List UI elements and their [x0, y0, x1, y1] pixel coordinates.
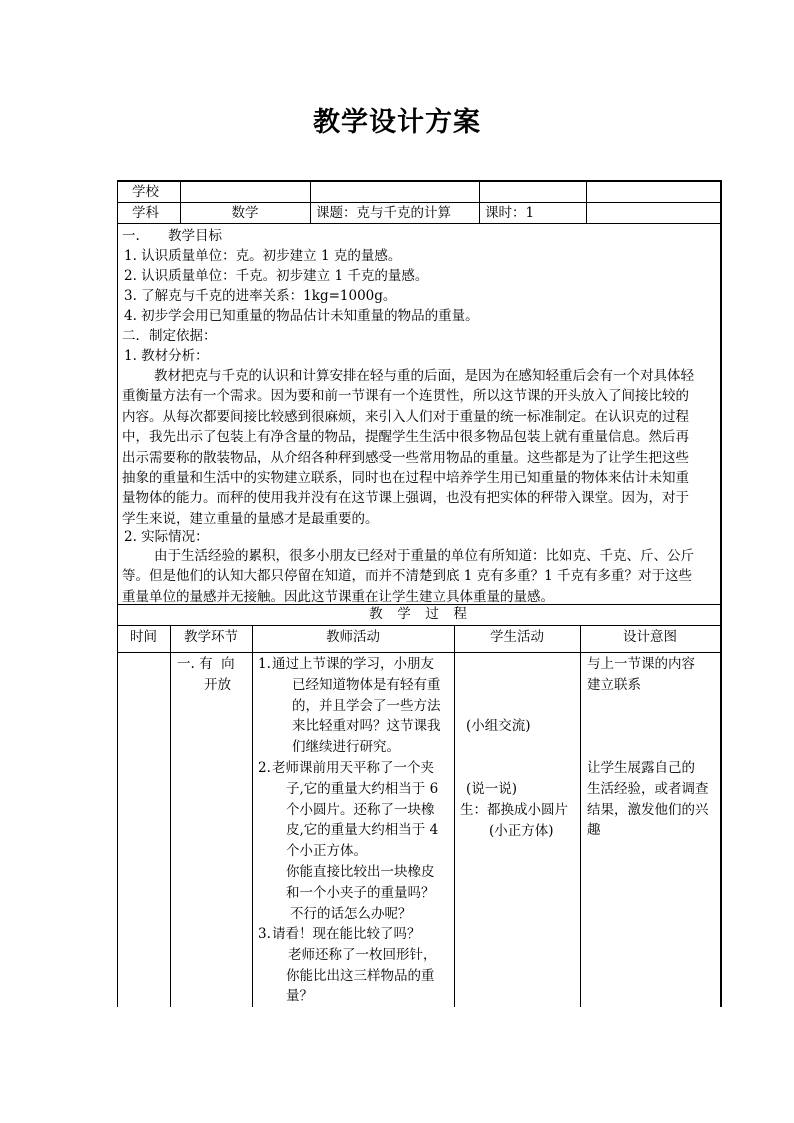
- student-activity-answer: 生：都换成小圆片: [460, 802, 568, 818]
- process-heading: 教 学 过 程: [369, 606, 469, 622]
- situation-paragraph: 由于生活经验的累积，很多小朋友已经对于重量的单位有所知道：比如克、千克、斤、公斤 等。但是他们的认知大都只停留在知道，而并不清楚到底 1 克有多重？1 千克有多重？对于这些 重量单位的量感并无接触。因此这节课重在让学生建立具体重量的量感。: [122, 548, 694, 605]
- design-intent-1: 与上一节课的内容 建立联系: [587, 656, 695, 693]
- objectives-number: 一.: [122, 228, 140, 244]
- item-number: 2.: [258, 760, 271, 776]
- objective-item: 4. 初步学会用已知重量的物品估计未知重量的物品的重量。: [124, 308, 479, 324]
- column-header-stage: 教学环节: [184, 629, 238, 645]
- lesson-topic: 课题：克与千克的计算: [316, 205, 451, 221]
- page-title: 教学设计方案: [313, 107, 481, 138]
- school-label: 学校: [132, 184, 159, 200]
- objective-item: 2. 认识质量单位：千克。初步建立 1 千克的量感。: [124, 268, 429, 284]
- stage-cell: 一. 有 向 开放: [177, 656, 235, 693]
- analysis-paragraph: 教材把克与千克的认识和计算安排在轻与重的后面，是因为在感知轻重后会有一个对具体轻 重衡量方法有一个需求。因为要和前一节课有一个连贯性，所以这节课的开头放入了间接比较的 内容。从每次都要间接比较感到很麻烦，来引入人们对于重量的统一标准制定。在认识克的过程 中，我先出示了包装上有净含量的物品，提醒学生生活中很多物品包装上就有重量信息。然后再 出示需要称的散装物品，从介绍各种秤到感受一些常用物品的重量。这些都是为了让学生把这些 抽象的重量和生活中的实物建立联系，同时也在过程中培养学生用已知重量的物体来估计未知重 量物体的能力。而秤的使用我并没有在这节课上强调，也没有把实体的秤带入课堂。因为，对于 学生来说，建立重量的量感才是最重要的。: [122, 368, 694, 527]
- basis-heading: 二．制定依据：: [122, 328, 217, 344]
- lesson-periods: 课时：1: [485, 205, 535, 221]
- teacher-activity-1: 1. 通过上节课的学习，小朋友 已经知道物体是有轻有重 的，并且学会了一些方法 来比轻重对吗？这节课我 们继续进行研究。: [258, 656, 441, 756]
- subject-value: 数学: [231, 205, 259, 221]
- objective-item: 1. 认识质量单位：克。初步建立 1 克的量感。: [124, 248, 402, 264]
- teacher-activity-2: 2. 老师课前用天平称了一个夹 子,它的重量大约相当于 6 个小圆片。还称了一块橡 皮,它的重量大约相当于 4 个小正方体。 你能直接比较出一块橡皮 和一个小夹子的重量吗？ 不行的话怎么办呢？: [258, 760, 439, 922]
- situation-heading: 2. 实际情况：: [124, 529, 209, 545]
- teacher-activity-3: 3. 请看！现在能比较了吗？ 老师还称了一枚回形针， 你能比出这三样物品的重 量？: [258, 926, 437, 1005]
- column-header-intent: 设计意图: [623, 629, 677, 645]
- objectives-heading: 教学目标: [168, 228, 222, 244]
- design-intent-2: 让学生展露自己的 生活经验，或者调查 结果，激发他们的兴 趣: [587, 760, 709, 839]
- subject-label: 学科: [132, 205, 159, 221]
- student-activity-answer-alt: (小正方体): [489, 823, 554, 839]
- column-header-student: 学生活动: [490, 629, 544, 645]
- column-header-time: 时间: [130, 629, 157, 645]
- student-activity-group-talk: (小组交流): [466, 718, 531, 734]
- item-number: 1.: [258, 656, 271, 672]
- column-header-teacher: 教师活动: [326, 629, 380, 645]
- item-number: 3.: [258, 926, 271, 942]
- objective-item: 3. 了解克与千克的进率关系：1kg=1000g。: [124, 288, 397, 304]
- student-activity-speak: (说一说): [466, 781, 518, 797]
- analysis-heading: 1. 教材分析：: [124, 348, 209, 364]
